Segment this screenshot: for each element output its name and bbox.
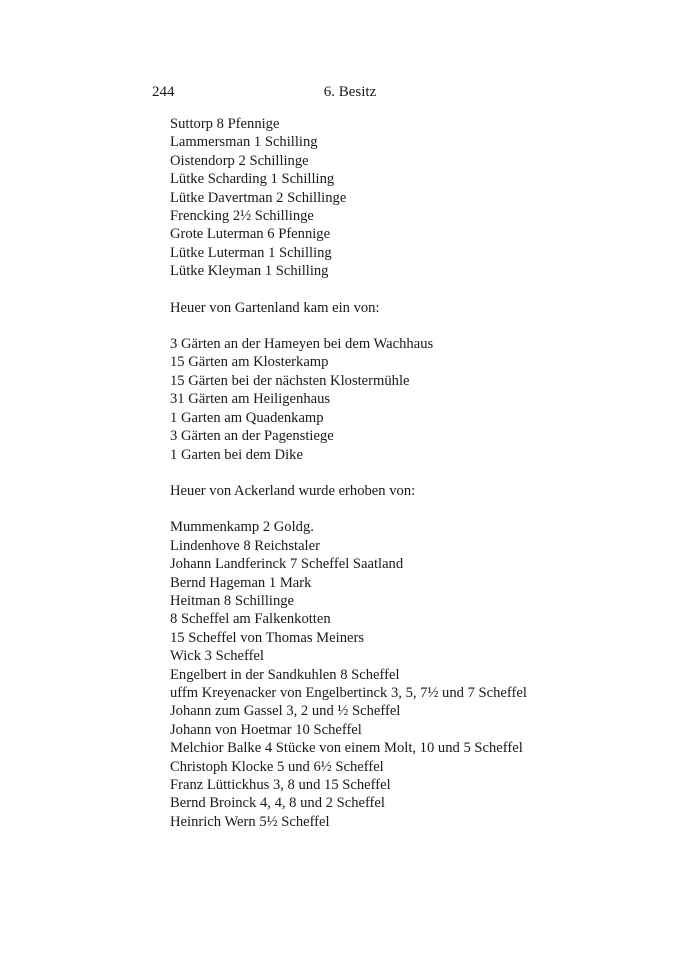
list-item: 15 Gärten bei der nächsten Klostermühle — [170, 372, 410, 389]
list-item: 15 Gärten am Klosterkamp — [170, 354, 329, 371]
page-number: 244 — [152, 84, 175, 100]
list-item: 15 Scheffel von Thomas Meiners — [170, 629, 365, 646]
list-item: Heitman 8 Schillinge — [170, 592, 295, 609]
page-header — [152, 84, 548, 104]
list-item: Oistendorp 2 Schillinge — [170, 152, 309, 169]
list-item: Lütke Kleyman 1 Schilling — [170, 263, 329, 280]
list-item: Christoph Klocke 5 und 6½ Scheffel — [170, 758, 384, 775]
list-item: Johann von Hoetmar 10 Scheffel — [170, 721, 362, 738]
list-item: Lütke Davertman 2 Schillinge — [170, 189, 347, 206]
list-item: 3 Gärten an der Hameyen bei dem Wachhaus — [170, 336, 434, 353]
list-item: Wick 3 Scheffel — [170, 648, 264, 665]
list-item: Engelbert in der Sandkuhlen 8 Scheffel — [170, 666, 400, 683]
list-item: Lütke Scharding 1 Schilling — [170, 171, 335, 188]
page-content — [170, 115, 560, 831]
field-list — [170, 518, 560, 831]
list-item: 31 Gärten am Heiligenhaus — [170, 391, 331, 408]
list-item: Franz Lüttickhus 3, 8 und 15 Scheffel — [170, 777, 391, 793]
list-item: Suttorp 8 Pfennige — [170, 116, 280, 132]
list-item: 3 Gärten an der Pagenstiege — [170, 428, 334, 445]
list-item: 1 Garten bei dem Dike — [170, 446, 303, 463]
list-item: Lindenhove 8 Reichstaler — [170, 537, 320, 554]
list-item: 8 Scheffel am Falkenkotten — [170, 611, 331, 628]
garden-list — [170, 335, 560, 464]
section-heading-fields: Heuer von Ackerland wurde erhoben von: — [170, 482, 416, 499]
list-item: Heinrich Wern 5½ Scheffel — [170, 813, 330, 830]
list-item: 1 Garten am Quadenkamp — [170, 409, 324, 426]
list-item: Grote Luterman 6 Pfennige — [170, 226, 331, 243]
list-item: Mummenkamp 2 Goldg. — [170, 519, 314, 536]
list-item: Bernd Broinck 4, 4, 8 und 2 Scheffel — [170, 795, 385, 812]
list-item: Frencking 2½ Schillinge — [170, 208, 314, 225]
list-item: Melchior Balke 4 Stücke von einem Molt, 10 und 5 Scheffel — [170, 740, 523, 757]
list-item: Lammersman 1 Schilling — [170, 134, 318, 151]
list-item: Bernd Hageman 1 Mark — [170, 574, 312, 591]
fee-list — [170, 115, 560, 281]
list-item: Johann zum Gassel 3, 2 und ½ Scheffel — [170, 703, 401, 720]
running-head: 6. Besitz — [323, 84, 377, 100]
section-heading-gardens: Heuer von Gartenland kam ein von: — [170, 299, 380, 316]
list-item: Johann Landferinck 7 Scheffel Saatland — [170, 556, 404, 573]
list-item: uffm Kreyenacker von Engelbertinck 3, 5, 7½ und 7 Scheffel — [170, 684, 527, 701]
list-item: Lütke Luterman 1 Schilling — [170, 244, 332, 261]
